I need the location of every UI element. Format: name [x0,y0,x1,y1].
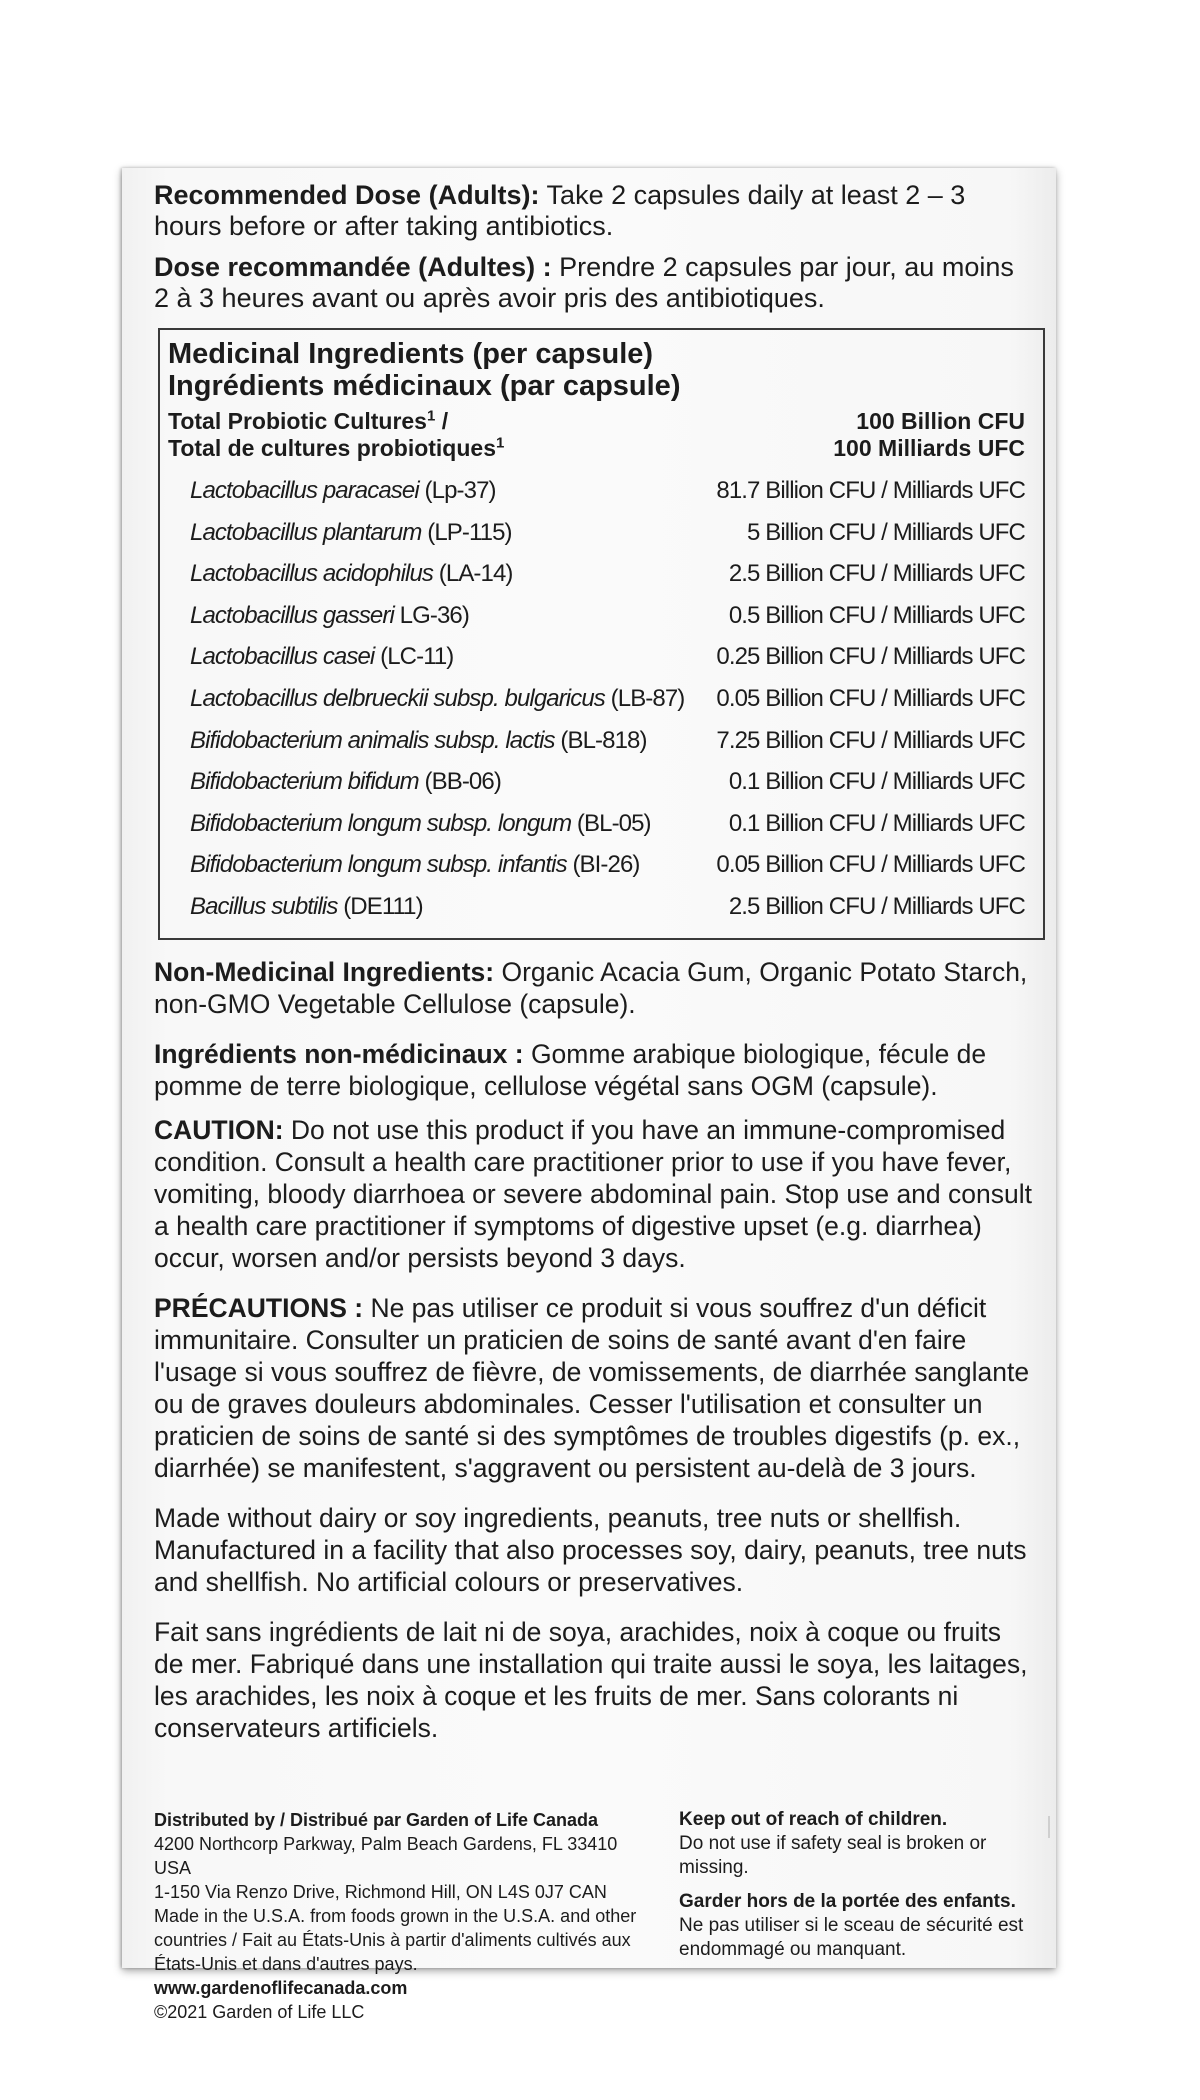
ingredient-strain: LG-36) [393,601,469,629]
ingredient-species: Lactobacillus paracasei [190,477,419,504]
ingredient-amount: 81.7 Billion CFU / Milliards UFC [716,477,1025,504]
website-link[interactable]: www.gardenoflifecanada.com [154,1978,408,1998]
ingredient-name [168,761,501,803]
dose-en [154,180,1034,242]
dose-en-label: Recommended Dose (Adults): [154,180,540,210]
ingredient-row [168,720,1025,762]
total-cultures-label [168,408,504,462]
dose-fr-text: Prendre 2 capsules par jour, au moins 2 à 3 heures avant ou après avoir pris des antibiotiques. [154,252,1014,313]
ingredient-row [168,803,1025,845]
medicinal-ingredients-box [158,328,1045,940]
total-en-footnote: 1 [426,407,436,425]
seal-en: Do not use if safety seal is broken or missing. [679,1833,987,1878]
made-in-text: Made in the U.S.A. from foods grown in the U.S.A. and other countries / Fait au États-Unis à partir d'aliments cultivés aux États-Unis et dans d'autres pays. [154,1906,637,1974]
ingredient-strain: (LA-14) [433,560,513,588]
ingredient-amount: 0.25 Billion CFU / Milliards UFC [716,643,1025,671]
ingredient-name [168,512,512,554]
ingredient-row [168,886,1025,928]
ingredient-row [168,761,1025,803]
ingredient-species: Lactobacillus plantarum [190,518,422,546]
medicinal-title-en: Medicinal Ingredients (per capsule) [168,338,654,370]
ingredient-name [168,678,684,720]
ingredient-name [168,803,651,845]
address-us: 4200 Northcorp Parkway, Palm Beach Gardens, FL 33410 USA [154,1834,618,1878]
total-en: Total Probiotic Cultures [168,408,427,434]
total-slash: / [435,408,449,434]
ingredient-row [168,636,1025,678]
ingredient-name [168,886,423,928]
ingredient-name [168,636,453,678]
ingredient-list [168,470,1025,928]
ingredient-row [168,553,1025,595]
ingredient-species: Bifidobacterium longum subsp. longum [190,809,572,837]
dose-fr [154,252,1034,314]
caution-fr [154,1292,1034,1484]
ingredient-strain: (BI-26) [566,851,640,879]
total-amount-fr: 100 Milliards UFC [833,435,1025,461]
ingredient-row [168,470,1025,512]
ingredient-species: Bifidobacterium animalis subsp. lactis [190,726,555,754]
origin-statement [154,1904,645,2000]
caution-fr-label: PRÉCAUTIONS : [154,1292,364,1323]
total-cultures-row [168,408,1025,462]
ingredient-species: Lactobacillus acidophilus [190,560,434,588]
ingredient-row [168,512,1025,554]
ingredient-amount: 2.5 Billion CFU / Milliards UFC [728,892,1025,920]
non-medicinal-fr [154,1038,1034,1102]
total-fr-footnote: 1 [496,434,505,452]
ingredient-strain: (LB-87) [604,684,685,712]
non-medicinal-fr-text: Gomme arabique biologique, fécule de pomme de terre biologique, cellulose végétal sans OGM (capsule). [154,1038,987,1101]
non-medicinal-en-label: Non-Medicinal Ingredients: [154,956,495,987]
caution-en-label: CAUTION: [154,1114,284,1145]
non-medicinal-en [154,956,1034,1020]
ingredient-species: Lactobacillus gasseri [190,601,394,629]
distributor-info [154,1808,645,2024]
distributed-by: Distributed by / Distribué par Garden of Life Canada [154,1810,599,1830]
ingredient-row [168,844,1025,886]
ingredient-name [168,720,647,762]
ingredient-name [168,595,469,637]
total-cultures-amount [833,408,1025,462]
ingredient-strain: (Lp-37) [418,477,496,504]
dose-fr-label: Dose recommandée (Adultes) : [154,252,552,282]
caution-en [154,1114,1034,1274]
footer [154,1808,1034,2024]
safety-warnings [679,1808,1034,2024]
ingredient-species: Lactobacillus casei [190,643,375,671]
non-medicinal-fr-label: Ingrédients non-médicinaux : [154,1038,524,1069]
medicinal-title-fr: Ingrédients médicinaux (par capsule) [168,370,681,402]
ingredient-species: Lactobacillus delbrueckii subsp. bulgaricus [190,684,605,712]
caution-en-text: Do not use this product if you have an immune-compromised condition. Consult a health care practitioner prior to use if you have fever, vomiting, bloody diarrhoea or severe abdominal pain. Stop use and consult a health care practitioner if symptoms of digestive upset (e.g. diarrhea) occur, worsen and/or persists beyond 3 days. [154,1114,1032,1273]
total-amount-en: 100 Billion CFU [856,408,1025,434]
allergen-en: Made without dairy or soy ingredients, peanuts, tree nuts or shellfish. Manufactured in a facility that also processes soy, dairy, peanuts, tree nuts and shellfish. No artificial colours or preservatives. [154,1502,1027,1597]
address-ca: 1-150 Via Renzo Drive, Richmond Hill, ON L4S 0J7 CAN [154,1882,607,1902]
ingredient-amount: 0.1 Billion CFU / Milliards UFC [728,809,1025,837]
keep-out-en: Keep out of reach of children. [679,1809,948,1830]
ingredient-amount: 0.5 Billion CFU / Milliards UFC [728,601,1025,629]
ingredient-species: Bifidobacterium bifidum [190,768,419,796]
label-content [154,180,1034,1744]
allergen-fr: Fait sans ingrédients de lait ni de soya, arachides, noix à coque ou fruits de mer. Fabriqué dans une installation qui traite aussi le soya, les laitages, les arachides, les noix à coque et les fruits de mer. Sans colorants ni conservateurs artificiels. [154,1616,1028,1743]
seal-fr: Ne pas utiliser si le sceau de sécurité est endommagé ou manquant. [679,1915,1024,1960]
ingredient-amount: 0.05 Billion CFU / Milliards UFC [716,684,1025,712]
ingredient-name [168,844,640,886]
ingredient-amount: 2.5 Billion CFU / Milliards UFC [728,560,1025,588]
keep-out-fr: Garder hors de la portée des enfants. [679,1891,1016,1912]
ingredient-amount: 5 Billion CFU / Milliards UFC [747,518,1025,546]
ingredient-amount: 0.1 Billion CFU / Milliards UFC [728,768,1025,796]
ingredient-amount: 7.25 Billion CFU / Milliards UFC [716,726,1025,754]
ingredient-name [168,553,513,595]
ingredient-row [168,595,1025,637]
ingredient-strain: (BL-05) [571,809,651,837]
ingredient-strain: (LC-11) [374,643,454,671]
edge-mark [1048,1816,1050,1838]
ingredient-strain: (BB-06) [418,768,501,796]
dose-en-text: Take 2 capsules daily at least 2 – 3 hours before or after taking antibiotics. [154,180,966,241]
ingredient-species: Bifidobacterium longum subsp. infantis [190,851,567,879]
non-medicinal-en-text: Organic Acacia Gum, Organic Potato Starch, non-GMO Vegetable Cellulose (capsule). [154,956,1028,1019]
ingredient-row [168,678,1025,720]
caution-fr-text: Ne pas utiliser ce produit si vous souffrez d'un déficit immunitaire. Consulter un praticien de soins de santé avant d'en faire l'usage si vous souffrez de fièvre, de vomissements, de diarrhée sanglante ou de graves douleurs abdominales. Cesser l'utilisation et consulter un praticien de soins de santé si des symptômes de troubles digestifs (p. ex., diarrhée) se manifestent, s'aggravent ou persistent au-delà de 3 jours. [154,1292,1030,1483]
total-fr: Total de cultures probiotiques [168,435,496,461]
ingredient-strain: (DE111) [337,892,423,920]
ingredient-name [168,470,496,512]
ingredient-strain: (BL-818) [554,726,647,754]
ingredient-amount: 0.05 Billion CFU / Milliards UFC [716,851,1025,879]
ingredient-strain: (LP-115) [421,518,512,546]
ingredient-species: Bacillus subtilis [190,892,338,920]
copyright: ©2021 Garden of Life LLC [154,2002,365,2022]
label-panel [122,168,1056,2022]
